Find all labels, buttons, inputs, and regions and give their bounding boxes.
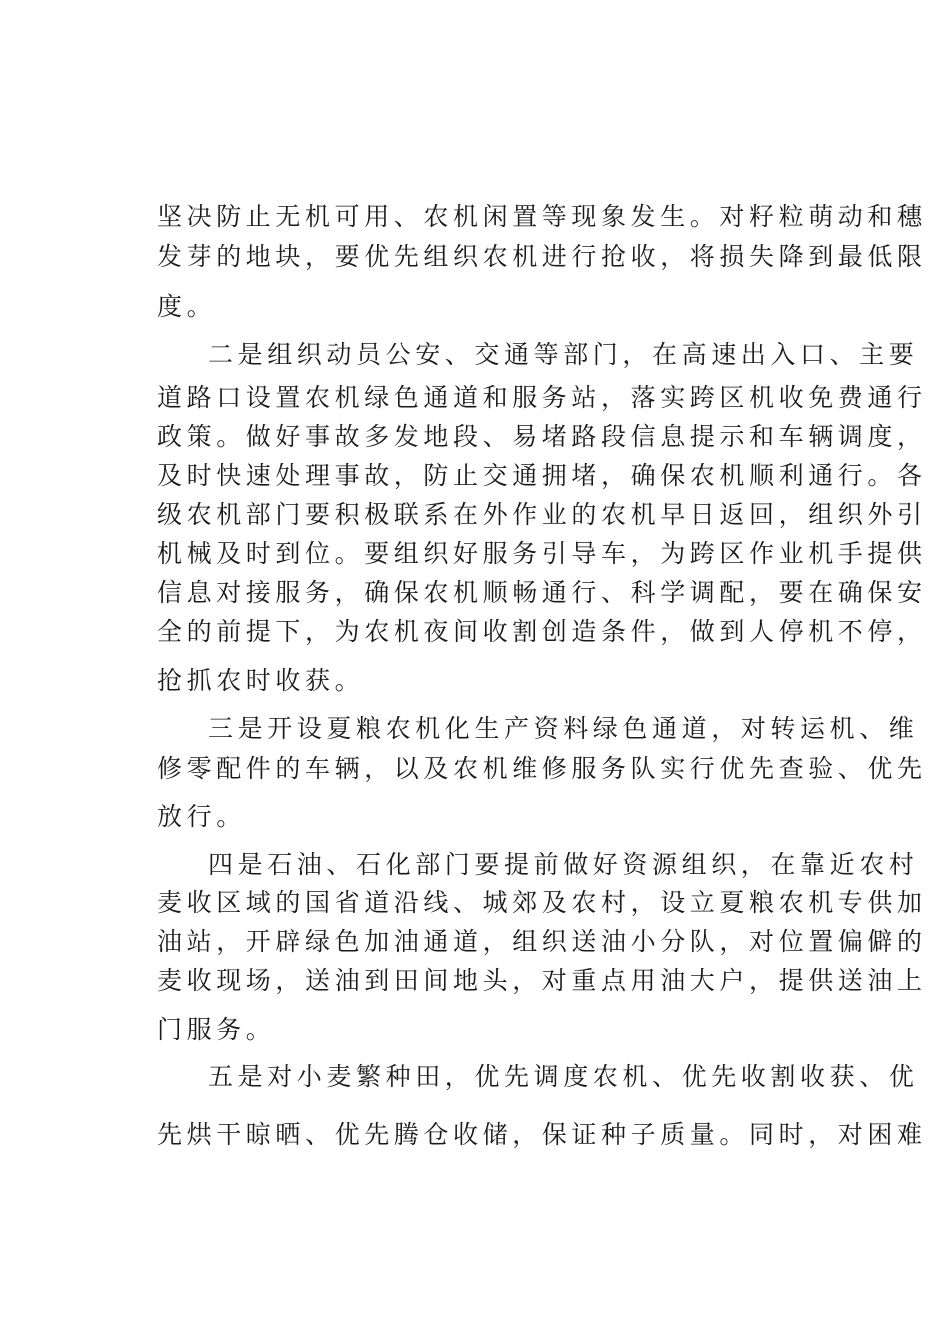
- paragraph-2-line-1: 二是组织动员公安、交通等部门，在高速出入口、主要: [208, 340, 919, 369]
- paragraph-2-line-2: 道路口设置农机绿色通道和服务站，落实跨区机收免费通行: [157, 383, 927, 412]
- paragraph-3-line-2: 修零配件的车辆，以及农机维修服务队实行优先查验、优先: [157, 754, 927, 783]
- paragraph-2-line-3: 政策。做好事故多发地段、易堵路段信息提示和车辆调度，: [157, 422, 927, 451]
- paragraph-4-line-4: 麦收现场，送油到田间地头，对重点用油大户，提供送油上: [157, 966, 927, 995]
- paragraph-2-line-9: 抢抓农时收获。: [157, 666, 365, 695]
- paragraph-3-line-1: 三是开设夏粮农机化生产资料绿色通道，对转运机、维: [208, 714, 919, 743]
- paragraph-1-line-3: 度。: [157, 292, 217, 321]
- paragraph-1-line-1: 坚决防止无机可用、农机闲置等现象发生。对籽粒萌动和穗: [157, 202, 927, 231]
- paragraph-1-line-2: 发芽的地块，要优先组织农机进行抢收，将损失降到最低限: [157, 242, 927, 271]
- paragraph-4-line-1: 四是石油、石化部门要提前做好资源组织，在靠近农村: [208, 850, 919, 879]
- paragraph-2-line-7: 信息对接服务，确保农机顺畅通行、科学调配，要在确保安: [157, 578, 927, 607]
- paragraph-2-line-5: 级农机部门要积极联系在外作业的农机早日返回，组织外引: [157, 500, 927, 529]
- paragraph-2-line-8: 全的前提下，为农机夜间收割创造条件，做到人停机不停，: [157, 617, 927, 646]
- paragraph-5-line-2: 先烘干晾晒、优先腾仓收储，保证种子质量。同时，对困难: [157, 1120, 927, 1149]
- paragraph-4-line-5: 门服务。: [157, 1015, 276, 1044]
- paragraph-4-line-2: 麦收区域的国省道沿线、城郊及农村，设立夏粮农机专供加: [157, 888, 927, 917]
- paragraph-4-line-3: 油站，开辟绿色加油通道，组织送油小分队，对位置偏僻的: [157, 927, 927, 956]
- paragraph-2-line-4: 及时快速处理事故，防止交通拥堵，确保农机顺利通行。各: [157, 461, 927, 490]
- paragraph-5-line-1: 五是对小麦繁种田，优先调度农机、优先收割收获、优: [208, 1062, 919, 1091]
- paragraph-3-line-3: 放行。: [157, 802, 246, 831]
- paragraph-2-line-6: 机械及时到位。要组织好服务引导车，为跨区作业机手提供: [157, 539, 927, 568]
